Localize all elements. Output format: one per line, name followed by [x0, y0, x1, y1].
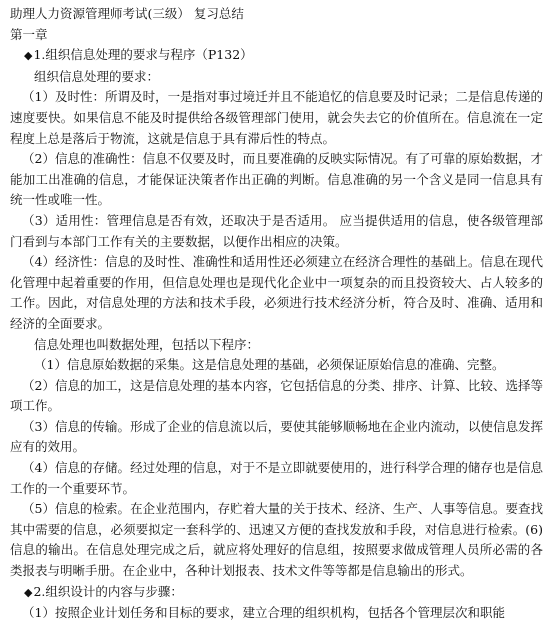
section-heading-2 — [24, 582, 543, 604]
procedure-step-1: （1）信息原始数据的采集。这是信息处理的基础，必须保证原始信息的准确、完整。 — [34, 357, 505, 373]
procedure-step-4: （4）信息的存储。经过处理的信息，对于不是立即就要使用的，进行科学合理的储存也是信息工作的一个重要环节。 — [10, 460, 543, 496]
design-step-1: （1）按照企业计划任务和目标的要求，建立合理的组织机构，包括各个管理层次和职能 — [22, 605, 505, 621]
diamond-bullet-icon: ◆ — [24, 49, 33, 63]
section-heading-1 — [24, 45, 543, 67]
requirement-paragraph-1: （1）及时性：所谓及时，一是指对事过境迁并且不能追忆的信息要及时记录；二是信息传递的速度要快。如果信息不能及时提供给各级管理部门使用，就会失去它的价值所在。信息流在一定程度上总是落后于物流，这就是信息于具有滞后性的特点。 — [10, 89, 543, 146]
procedure-step-2: （2）信息的加工，这是信息处理的基本内容，它包括信息的分类、排序、计算、比较、选择等项工作。 — [10, 377, 543, 414]
chapter-heading: 第一章 — [10, 26, 48, 42]
requirements-intro: 组织信息处理的要求： — [34, 68, 160, 84]
procedure-intro: 信息处理也叫数据处理，包括以下程序： — [34, 336, 260, 352]
procedure-step-3: （3）信息的传输。形成了企业的信息流以后，要使其能够顺畅地在企业内流动，以使信息发挥应有的效用。 — [10, 418, 543, 455]
document-title: 助理人力资源管理师考试(三级） 复习总结 — [10, 6, 244, 21]
section-heading-1-text: 1.组织信息处理的要求与程序（P132） — [33, 47, 253, 63]
section-heading-2-text: 2.组织设计的内容与步骤： — [33, 583, 183, 599]
requirement-paragraph-4: （4）经济性：信息的及时性、准确性和适用性还必须建立在经济合理性的基础上。信息在现代化管理中起着重要的作用，但信息处理也是现代化企业中一项复杂的而且投资较大、占人较多的工作。因此，对信息处理的方法和技术手段，必须进行技术经济分析，符合及时、准确、适用和经济的全面要求。 — [10, 254, 543, 331]
procedure-step-5: （5）信息的检索。在企业范围内，存贮着大量的关于技术、经济、生产、人事等信息。要查找其中需要的信息，必须要拟定一套科学的、迅速又方便的查找发放和手段，对信息进行检索。(6) 信息的输出。在信息处理完成之后，就应将处理好的信息组，按照要求做成管理人员所必需的各类报表与明晰手册。在企业中，各种计划报表、技术文件等等都是信息输出的形式。 — [10, 501, 543, 579]
requirement-paragraph-3: （3）适用性：管理信息是否有效，还取决于是否适用。 应当提供适用的信息，使各级管理部门看到与本部门工作有关的主要数据，以便作出相应的决策。 — [10, 212, 543, 249]
requirement-paragraph-2: （2）信息的准确性：信息不仅要及时，而且要准确的反映实际情况。有了可靠的原始数据，才能加工出准确的信息，才能保证決策者作出正确的判断。信息准确的另一个含义是同一信息具有统一性或唯一性。 — [10, 151, 543, 208]
diamond-bullet-icon: ◆ — [24, 585, 33, 599]
